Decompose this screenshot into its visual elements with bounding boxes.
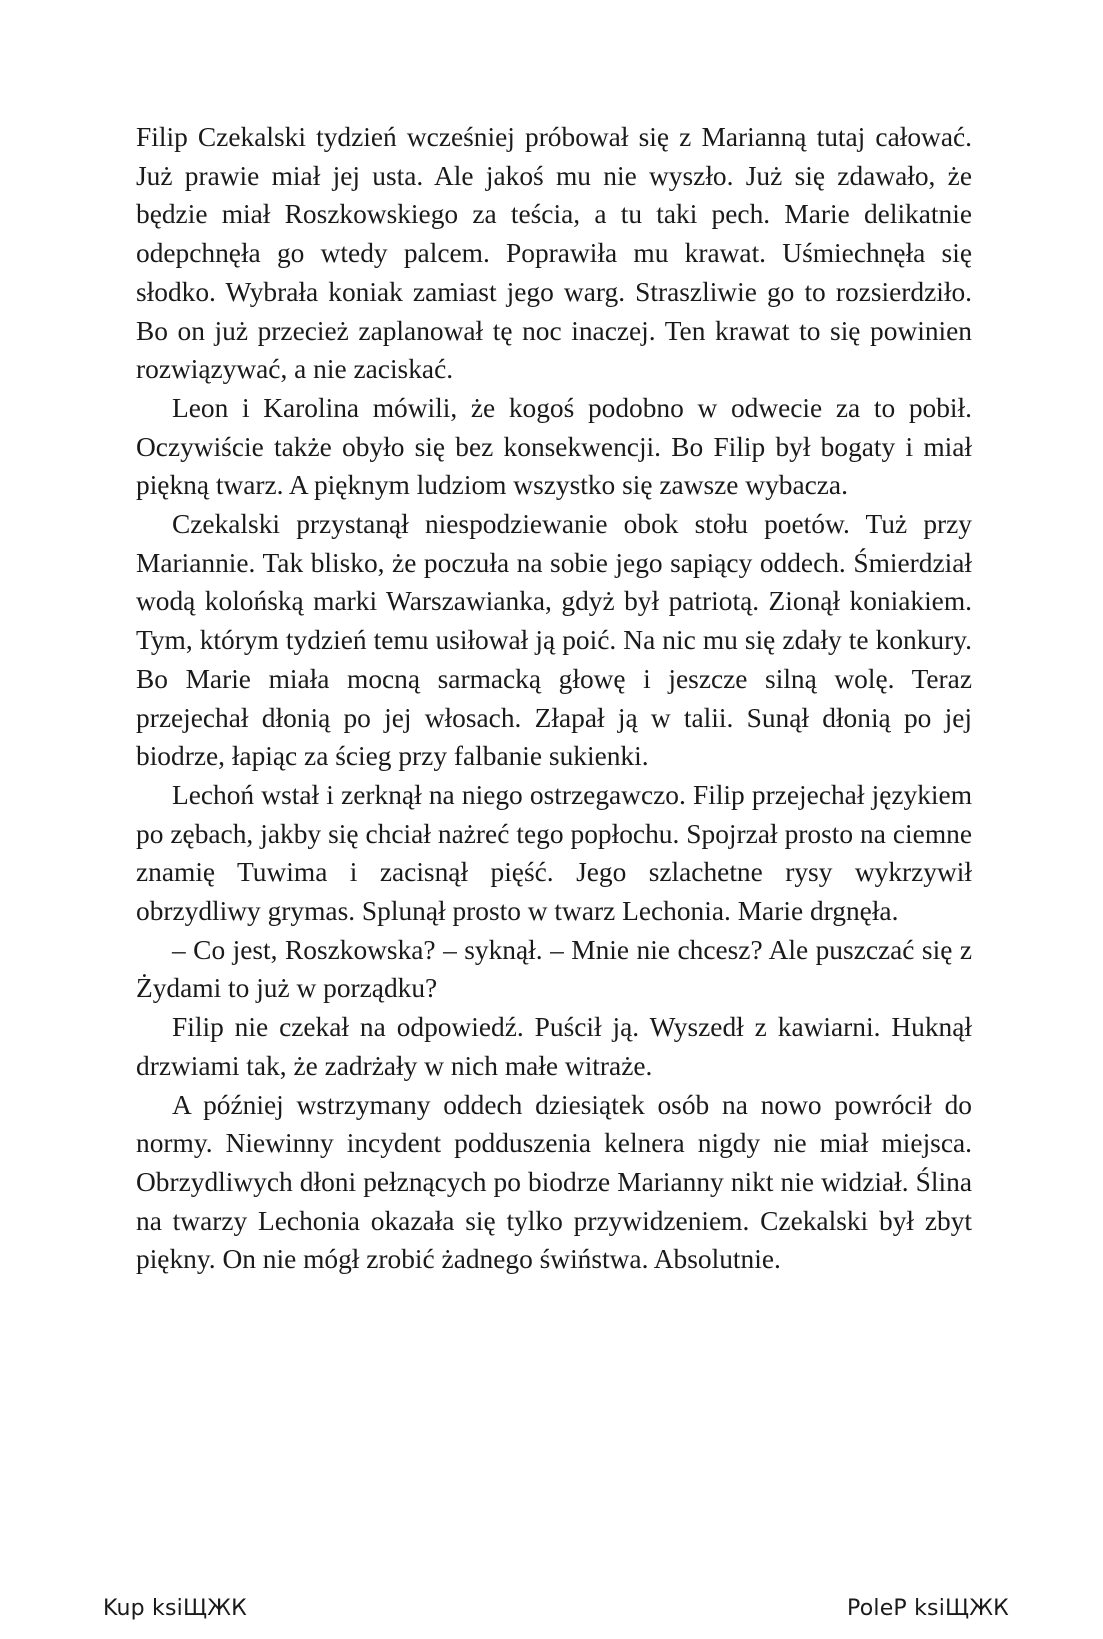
paragraph-7: A później wstrzymany oddech dziesiątek osób na nowo powrócił do normy. Niewinny incydent podduszenia kelnera nigdy nie miał miejsca. Obrzydliwych dłoni pełznących po biodrze Marianny nikt nie widział. Ślina na twarzy Lechonia okazała się tylko przywidzeniem. Czekalski był zbyt piękny. On nie mógł zrobić żadnego świństwa. Absolutnie. bbox=[136, 1089, 972, 1275]
recommend-book-link[interactable]: PoleP ksiЩЖК bbox=[847, 1596, 1009, 1621]
buy-book-link[interactable]: Kup ksiЩЖК bbox=[103, 1596, 247, 1621]
paragraph-2: Leon i Karolina mówili, że kogoś podobno w odwecie za to pobił. Oczywiście także obyło się bez konsekwencji. Bo Filip był bogaty i miał piękną twarz. A pięknym ludziom wszystko się zawsze wybacza. bbox=[136, 392, 972, 501]
paragraph-3: Czekalski przystanął niespodziewanie obok stołu poetów. Tuż przy Mariannie. Tak blisko, że poczuła na sobie jego sapiący oddech. Śmierdział wodą kolońską marki Warszawianka, gdyż był patriotą. Zionął koniakiem. Tym, którym tydzień temu usiłował ją poić. Na nic mu się zdały te konkury. Bo Marie miała mocną sarmacką głowę i jeszcze silną wolę. Teraz przejechał dłonią po jej włosach. Złapał ją w talii. Sunął dłonią po jej biodrze, łapiąc za ścieg przy falbanie sukienki. bbox=[136, 509, 972, 772]
paragraph-1: Filip Czekalski tydzień wcześniej próbował się z Marianną tutaj całować. Już prawie miał jej usta. Ale jakoś mu nie wyszło. Już się zdawało, że będzie miał Roszkowskiego za teścia, a tu taki pech. Marie delikatnie odepchnęła go wtedy palcem. Poprawiła mu krawat. Uśmiechnęła się słodko. Wybrała koniak zamiast jego warg. Straszliwie go to rozsierdziło. Bo on już przecież zaplanował tę noc inaczej. Ten krawat to się powinien rozwiązywać, a nie zaciskać. bbox=[136, 122, 972, 385]
dialogue-paragraph: – Co jest, Roszkowska? – syknął. – Mnie nie chcesz? Ale puszczać się z Żydami to już w porządku? bbox=[136, 934, 972, 1004]
paragraph-4: Lechoń wstał i zerknął na niego ostrzegawczo. Filip przejechał językiem po zębach, jakby się chciał nażreć tego popłochu. Spojrzał prosto na ciemne znamię Tuwima i zacisnął pięść. Jego szlachetne rysy wykrzywił obrzydliwy grymas. Splunął prosto w twarz Lechonia. Marie drgnęła. bbox=[136, 779, 972, 927]
body-text bbox=[136, 118, 972, 1279]
paragraph-6: Filip nie czekał na odpowiedź. Puścił ją. Wyszedł z kawiarni. Huknął drzwiami tak, że zadrżały w nich małe witraże. bbox=[136, 1012, 972, 1081]
